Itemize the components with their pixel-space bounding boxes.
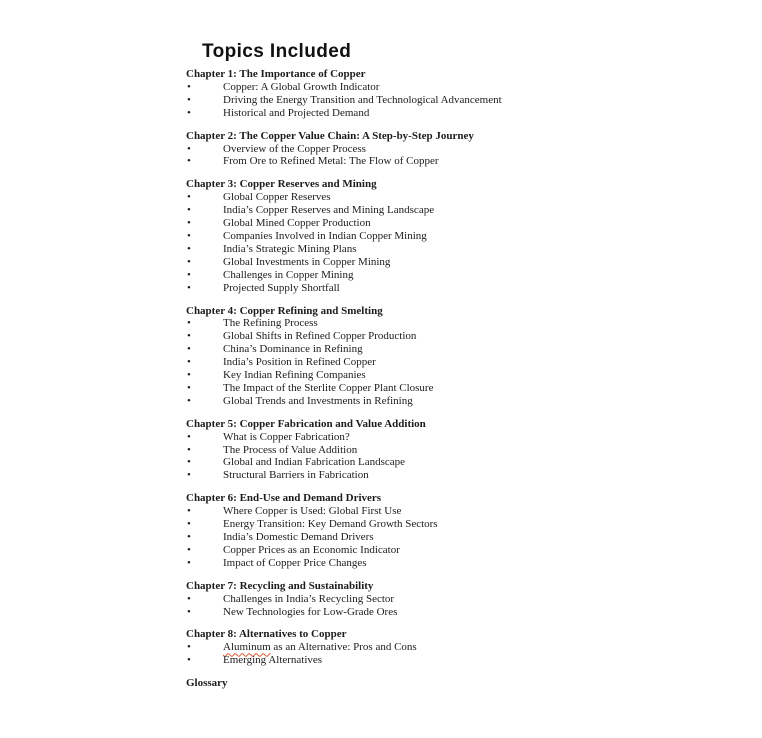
chapter-topic-list <box>186 593 616 619</box>
topic-item <box>186 382 616 395</box>
chapter-section <box>186 130 616 169</box>
topic-item-text: New Technologies for Low-Grade Ores <box>223 605 398 618</box>
topic-item <box>186 606 616 619</box>
chapter-section <box>186 580 616 619</box>
topic-item <box>186 518 616 531</box>
topic-item <box>186 654 616 667</box>
glossary-heading: Glossary <box>186 677 228 690</box>
chapter-topic-list <box>186 317 616 407</box>
topic-item <box>186 191 616 204</box>
bullet-icon: • <box>187 281 191 294</box>
topic-item-text: China’s Dominance in Refining <box>223 343 363 356</box>
bullet-icon: • <box>187 605 191 618</box>
topic-item <box>186 593 616 606</box>
bullet-icon: • <box>187 217 191 230</box>
bullet-icon: • <box>187 191 191 204</box>
topic-item <box>186 256 616 269</box>
topic-item <box>186 143 616 156</box>
bullet-icon: • <box>187 356 191 369</box>
topic-item-text: India’s Position in Refined Copper <box>223 356 376 369</box>
bullet-icon: • <box>187 654 191 667</box>
topic-item <box>186 94 616 107</box>
topic-item <box>186 317 616 330</box>
bullet-icon: • <box>187 268 191 281</box>
topic-item <box>186 282 616 295</box>
topic-item-text: Challenges in Copper Mining <box>223 268 354 281</box>
chapter-heading: Chapter 5: Copper Fabrication and Value Addition <box>186 417 426 430</box>
topic-item-text: Emerging Alternatives <box>223 654 323 667</box>
bullet-icon: • <box>187 430 191 443</box>
misspelled-word: Aluminum <box>223 641 271 654</box>
bullet-icon: • <box>187 641 191 654</box>
chapter-heading: Chapter 8: Alternatives to Copper <box>186 628 347 641</box>
bullet-icon: • <box>187 381 191 394</box>
topic-item-text: What is Copper Fabrication? <box>223 430 350 443</box>
topic-item <box>186 204 616 217</box>
document-sections <box>186 68 616 690</box>
topic-item-text: India’s Domestic Demand Drivers <box>223 531 374 543</box>
topic-item-text: Global Investments in Copper Mining <box>223 255 391 268</box>
chapter-topic-list <box>186 431 616 483</box>
topic-item-text: Challenges in India’s Recycling Sector <box>223 592 395 605</box>
topic-item-text: Where Copper is Used: Global First Use <box>223 505 402 518</box>
chapter-heading: Chapter 2: The Copper Value Chain: A Step-by-Step Journey <box>186 129 474 142</box>
topic-item <box>186 444 616 457</box>
bullet-icon: • <box>187 343 191 356</box>
bullet-icon: • <box>187 155 191 168</box>
topic-item-text: Copper Prices as an Economic Indicator <box>223 543 400 556</box>
topic-item-text: Driving the Energy Transition and Technological Advancement <box>223 93 502 106</box>
bullet-icon: • <box>187 242 191 255</box>
chapter-topic-list <box>186 641 616 667</box>
topic-item <box>186 81 616 94</box>
chapter-topic-list <box>186 143 616 169</box>
bullet-icon: • <box>187 505 191 518</box>
topic-item-text: Global Copper Reserves <box>223 191 331 204</box>
chapter-section <box>186 628 616 667</box>
chapter-topic-list <box>186 81 616 120</box>
chapter-heading: Chapter 4: Copper Refining and Smelting <box>186 304 383 317</box>
bullet-icon: • <box>187 229 191 242</box>
topic-item <box>186 557 616 570</box>
bullet-icon: • <box>187 394 191 407</box>
bullet-icon: • <box>187 543 191 556</box>
topic-item <box>186 330 616 343</box>
topic-item <box>186 155 616 168</box>
topic-item-text: Global Mined Copper Production <box>223 217 371 230</box>
bullet-icon: • <box>187 204 191 217</box>
topic-item <box>186 456 616 469</box>
chapter-section <box>186 305 616 408</box>
chapter-section <box>186 178 616 294</box>
topic-item <box>186 217 616 230</box>
topic-item-text: Impact of Copper Price Changes <box>223 556 367 569</box>
topic-item <box>186 431 616 444</box>
topic-item <box>186 343 616 356</box>
topic-item <box>186 369 616 382</box>
topic-item <box>186 505 616 518</box>
bullet-icon: • <box>187 93 191 106</box>
bullet-icon: • <box>187 592 191 605</box>
topic-item <box>186 544 616 557</box>
topic-item-text: The Impact of the Sterlite Copper Plant Closure <box>223 381 434 394</box>
chapter-section <box>186 418 616 483</box>
topic-item-text: From Ore to Refined Metal: The Flow of Copper <box>223 155 439 168</box>
topic-item-text: Copper: A Global Growth Indicator <box>223 80 380 93</box>
chapter-heading: Chapter 1: The Importance of Copper <box>186 68 366 80</box>
bullet-icon: • <box>187 518 191 531</box>
topic-item-text: Historical and Projected Demand <box>223 106 370 119</box>
topic-item-text: Key Indian Refining Companies <box>223 369 366 382</box>
topic-item <box>186 531 616 544</box>
bullet-icon: • <box>187 369 191 382</box>
bullet-icon: • <box>187 255 191 268</box>
topic-item-text: Aluminum as an Alternative: Pros and Cons <box>223 641 417 654</box>
chapter-heading: Chapter 7: Recycling and Sustainability <box>186 579 374 592</box>
topic-item-text: India’s Copper Reserves and Mining Landscape <box>223 204 435 217</box>
topic-item <box>186 356 616 369</box>
chapter-topic-list <box>186 191 616 294</box>
topic-item <box>186 395 616 408</box>
topic-item <box>186 469 616 482</box>
topic-item <box>186 243 616 256</box>
topic-item <box>186 641 616 654</box>
topic-item-text: Energy Transition: Key Demand Growth Sectors <box>223 518 438 531</box>
chapter-heading: Chapter 3: Copper Reserves and Mining <box>186 178 377 191</box>
chapter-heading: Chapter 6: End-Use and Demand Drivers <box>186 492 382 505</box>
topic-item <box>186 269 616 282</box>
topic-item-text: Global Trends and Investments in Refining <box>223 394 413 407</box>
bullet-icon: • <box>187 80 191 93</box>
bullet-icon: • <box>187 556 191 569</box>
topic-item-text: The Process of Value Addition <box>223 443 358 456</box>
topic-item-text: Structural Barriers in Fabrication <box>223 469 369 482</box>
topic-item-text: India’s Strategic Mining Plans <box>223 242 357 255</box>
chapter-section <box>186 492 616 569</box>
topic-item-text: Projected Supply Shortfall <box>223 281 340 294</box>
topic-item <box>186 230 616 243</box>
bullet-icon: • <box>187 317 191 330</box>
bullet-icon: • <box>187 531 191 543</box>
chapter-section <box>186 68 616 120</box>
bullet-icon: • <box>187 106 191 119</box>
bullet-icon: • <box>187 456 191 469</box>
topic-item-text: Global Shifts in Refined Copper Production <box>223 330 417 343</box>
topic-item-text: Global and Indian Fabrication Landscape <box>223 456 406 469</box>
document-title: Topics Included <box>202 40 352 62</box>
chapter-topic-list <box>186 505 616 570</box>
bullet-icon: • <box>187 469 191 482</box>
bullet-icon: • <box>187 142 191 155</box>
topic-item-text: Overview of the Copper Process <box>223 142 366 155</box>
topic-item-text: The Refining Process <box>223 317 318 330</box>
topic-item <box>186 107 616 120</box>
topic-item-text: Companies Involved in Indian Copper Mining <box>223 229 427 242</box>
bullet-icon: • <box>187 443 191 456</box>
bullet-icon: • <box>187 330 191 343</box>
